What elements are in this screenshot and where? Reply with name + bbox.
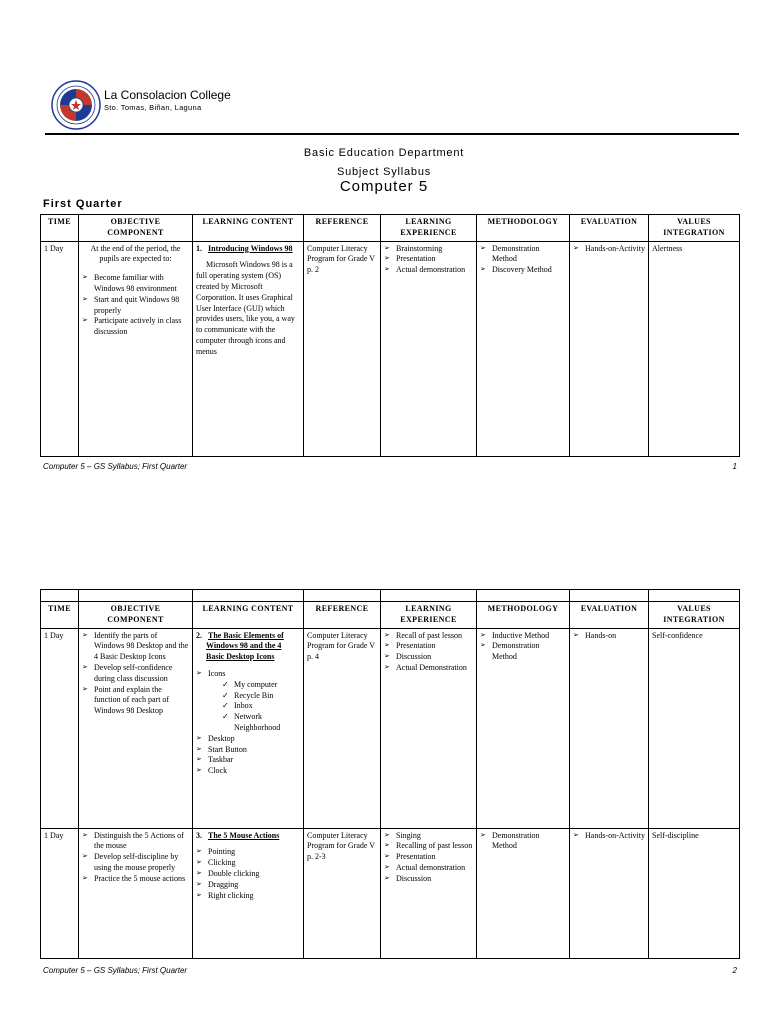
- objective-list: [82, 831, 189, 885]
- course-title: Computer 5: [339, 178, 429, 195]
- objective-list: [82, 631, 189, 717]
- reference-cell: Computer Literacy Program for Grade V p. 4: [304, 628, 381, 828]
- content-list: [196, 847, 300, 901]
- list-item: ➢ Clock: [196, 766, 300, 777]
- page-break: [0, 480, 768, 560]
- col-objective: OBJECTIVE COMPONENT: [79, 215, 193, 242]
- list-item: ➢ Hands-on-Activity: [573, 244, 645, 255]
- objective-cell: [79, 241, 193, 456]
- table-row: [41, 828, 740, 958]
- college-seal-logo: [51, 80, 101, 130]
- list-item: ➢ Desktop: [196, 734, 300, 745]
- col-experience: LEARNING EXPERIENCE: [381, 215, 477, 242]
- table-header-row: [41, 602, 740, 629]
- col-time: TIME: [41, 602, 79, 629]
- col-objective: OBJECTIVE COMPONENT: [79, 602, 193, 629]
- list-item: ➢ Hands-on-Activity: [573, 831, 645, 842]
- topic-title: [196, 244, 300, 255]
- col-methodology: METHODOLOGY: [477, 215, 570, 242]
- values-cell: Alertness: [649, 241, 740, 456]
- topic-number: 2.: [196, 630, 202, 640]
- values-cell: Self-confidence: [649, 628, 740, 828]
- list-item: ➢ Presentation: [384, 641, 473, 652]
- list-item: ➢ Hands-on: [573, 631, 645, 642]
- col-content: LEARNING CONTENT: [193, 215, 304, 242]
- topic-number: 3.: [196, 830, 202, 840]
- list-item: ➢ Presentation: [384, 852, 473, 863]
- evaluation-list: [573, 244, 645, 255]
- col-methodology: METHODOLOGY: [477, 602, 570, 629]
- topic-title-text: The Basic Elements of Windows 98 and the 4 Basic Desktop Icons: [206, 630, 284, 662]
- page-footer-title: Computer 5 – GS Syllabus; First Quarter: [43, 462, 188, 471]
- syllabus-table-page-1: [40, 214, 740, 457]
- col-values: VALUES INTEGRATION: [649, 602, 740, 629]
- col-time: TIME: [41, 215, 79, 242]
- list-item: ➢ Pointing: [196, 847, 300, 858]
- topic-title: [196, 631, 300, 663]
- checklist-item: ✓ My computer: [222, 680, 300, 691]
- list-item: ➢ Brainstorming: [384, 244, 473, 255]
- list-item: ➢ Inductive Method: [480, 631, 566, 642]
- col-values: VALUES INTEGRATION: [649, 215, 740, 242]
- table-header-row: [41, 215, 740, 242]
- col-evaluation: EVALUATION: [570, 215, 649, 242]
- col-evaluation: EVALUATION: [570, 602, 649, 629]
- list-item: ➢ Develop self-confidence during class discussion: [82, 663, 189, 685]
- page-number: 2: [732, 966, 737, 975]
- objective-list: [82, 273, 189, 338]
- topic-title: [196, 831, 300, 842]
- content-paragraph: Microsoft Windows 98 is a full operating system (OS) created by Microsoft Corporation. It uses Graphical User Interface (GUI) which provides users, like you, a way to communicate with the computer through icons and menus: [196, 260, 295, 356]
- list-item: ➢ Practice the 5 mouse actions: [82, 874, 189, 885]
- list-item: ➢ Demonstration Method: [480, 831, 566, 853]
- evaluation-cell: [570, 241, 649, 456]
- list-item: ➢ Recall of past lesson: [384, 631, 473, 642]
- table-row: [41, 241, 740, 456]
- list-item: ➢ Start Button: [196, 745, 300, 756]
- list-item: ➢ Taskbar: [196, 755, 300, 766]
- list-item: ➢ Start and quit Windows 98 properly: [82, 295, 189, 317]
- content-cell: [193, 241, 304, 456]
- list-item: ➢ Distinguish the 5 Actions of the mouse: [82, 831, 189, 853]
- list-item: ➢ Develop self-discipline by using the mouse properly: [82, 852, 189, 874]
- list-item: ➢ Actual demonstration: [384, 863, 473, 874]
- methodology-cell: [477, 241, 570, 456]
- col-reference: REFERENCE: [304, 602, 381, 629]
- list-item: ➢ Dragging: [196, 880, 300, 891]
- time-cell: 1 Day: [41, 241, 79, 456]
- methodology-cell: [477, 628, 570, 828]
- icons-label: Icons: [208, 668, 226, 678]
- reference-cell: Computer Literacy Program for Grade V p. 2: [304, 241, 381, 456]
- list-item: ➢ Demonstration Method: [480, 641, 566, 663]
- list-item: ➢ Double clicking: [196, 869, 300, 880]
- time-cell: 1 Day: [41, 628, 79, 828]
- topic-title-text: Introducing Windows 98: [208, 243, 293, 253]
- list-item: ➢ Discussion: [384, 874, 473, 885]
- reference-cell: Computer Literacy Program for Grade V p. 2-3: [304, 828, 381, 958]
- col-content: LEARNING CONTENT: [193, 602, 304, 629]
- content-cell: [193, 828, 304, 958]
- evaluation-list: [573, 831, 645, 842]
- methodology-list: [480, 831, 566, 853]
- quarter-title: First Quarter: [43, 198, 123, 210]
- experience-list: [384, 244, 473, 276]
- list-item: ➢ Participate actively in class discussion: [82, 316, 189, 338]
- list-item: ➢ Actual Demonstration: [384, 663, 473, 674]
- checklist-item: ✓ Inbox: [222, 701, 300, 712]
- list-item: ➢ Discovery Method: [480, 265, 566, 276]
- content-list: [196, 669, 300, 777]
- list-item: ➢ Discussion: [384, 652, 473, 663]
- page-footer-title: Computer 5 – GS Syllabus; First Quarter: [43, 966, 188, 975]
- experience-cell: [381, 241, 477, 456]
- topic-number: 1.: [196, 243, 202, 253]
- objective-cell: [79, 828, 193, 958]
- methodology-list: [480, 631, 566, 663]
- col-reference: REFERENCE: [304, 215, 381, 242]
- col-experience: LEARNING EXPERIENCE: [381, 602, 477, 629]
- objective-intro: At the end of the period, the pupils are expected to:: [90, 243, 181, 264]
- content-cell: [193, 628, 304, 828]
- experience-list: [384, 831, 473, 885]
- list-item: ➢ Demonstration Method: [480, 244, 566, 266]
- time-cell: 1 Day: [41, 828, 79, 958]
- header-divider: [45, 133, 739, 135]
- evaluation-cell: [570, 828, 649, 958]
- checklist-item: ✓ Network Neighborhood: [222, 712, 300, 734]
- methodology-cell: [477, 828, 570, 958]
- list-item: [196, 669, 300, 734]
- experience-cell: [381, 828, 477, 958]
- list-item: ➢ Identify the parts of Windows 98 Desktop and the 4 Basic Desktop Icons: [82, 631, 189, 663]
- table-spacer-row: [41, 590, 740, 602]
- methodology-list: [480, 244, 566, 276]
- college-address: Sto. Tomas, Biñan, Laguna: [104, 103, 202, 112]
- topic-title-text: The 5 Mouse Actions: [208, 830, 280, 840]
- list-item: ➢ Presentation: [384, 254, 473, 265]
- list-item: ➢ Recalling of past lesson: [384, 841, 473, 852]
- list-item: ➢ Point and explain the function of each part of Windows 98 Desktop: [82, 685, 189, 717]
- values-cell: Self-discipline: [649, 828, 740, 958]
- department-title: Basic Education Department: [303, 147, 465, 159]
- subject-syllabus-title: Subject Syllabus: [336, 166, 432, 178]
- experience-list: [384, 631, 473, 674]
- list-item: ➢ Singing: [384, 831, 473, 842]
- table-row: [41, 628, 740, 828]
- college-name: La Consolacion College: [104, 88, 231, 102]
- page-number: 1: [732, 462, 737, 471]
- checklist-item: ✓ Recycle Bin: [222, 691, 300, 702]
- list-item: ➢ Actual demonstration: [384, 265, 473, 276]
- list-item: ➢ Right clicking: [196, 891, 300, 902]
- objective-cell: [79, 628, 193, 828]
- icon-checklist: [208, 680, 300, 734]
- syllabus-page-1: [0, 0, 768, 480]
- list-item: ➢ Clicking: [196, 858, 300, 869]
- list-item: ➢ Become familiar with Windows 98 environment: [82, 273, 189, 295]
- experience-cell: [381, 628, 477, 828]
- syllabus-table-page-2: [40, 589, 740, 959]
- evaluation-cell: [570, 628, 649, 828]
- evaluation-list: [573, 631, 645, 642]
